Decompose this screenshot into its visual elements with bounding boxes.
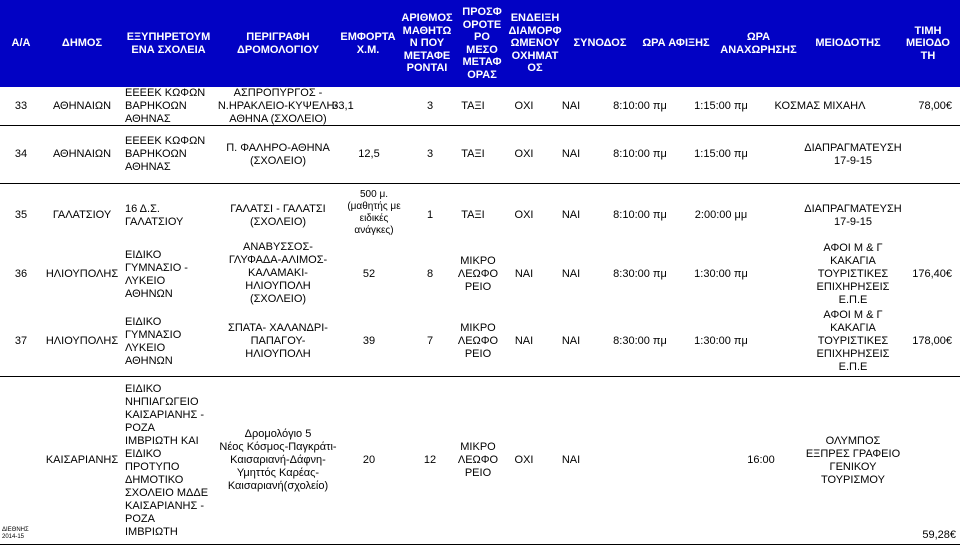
cell-perigrafi: ΣΠΑΤΑ- ΧΑΛΑΝΔΡΙ- ΠΑΠΑΓΟΥ- ΗΛΙΟΥΠΟΛΗ <box>228 322 328 360</box>
cell-synodos: ΝΑΙ <box>561 99 581 112</box>
cell-emforta: 33,1 <box>332 99 354 112</box>
cell-anaxorisi: 1:15:00 πμ <box>694 148 748 160</box>
cell-endeixi: ΟΧΙ <box>514 99 534 112</box>
cell-sxoleio: ΕΕΕΕΚ ΚΩΦΩΝ ΒΑΡΗΚΟΩΝ ΑΘΗΝΑΣ <box>125 135 206 173</box>
cell-meso: ΜΙΚΡΟ ΛΕΩΦΟ ΡΕΙΟ <box>457 322 499 360</box>
cell-synodos: ΝΑΙ <box>561 209 581 221</box>
cell-anaxorisi: 2:00:00 μμ <box>694 209 748 221</box>
cell-synodos: ΝΑΙ <box>561 148 581 160</box>
header-perigrafi: ΠΕΡΙΓΡΑΦΗ ΔΡΟΜΟΛΟΓΙΟΥ <box>236 31 320 56</box>
cell-sxoleio: ΕΕΕΕΚ ΚΩΦΩΝ ΒΑΡΗΚΟΩΝ ΑΘΗΝΑΣ <box>125 86 206 125</box>
cell-afixi: 8:30:00 πμ <box>613 268 667 280</box>
cell-aa: 35 <box>14 209 28 221</box>
cell-emforta: 20 <box>362 454 376 466</box>
cell-sxoleio: 16 Δ.Σ. ΓΑΛΑΤΣΙΟΥ <box>125 202 184 228</box>
cell-timi: 59,28 € <box>880 525 956 545</box>
cell-endeixi: ΟΧΙ <box>514 148 534 160</box>
cell-dimos: ΗΛΙΟΥΠΟΛΗΣ <box>45 268 119 280</box>
cell-synodos: ΝΑΙ <box>561 454 581 466</box>
cell-sxoleio: ΕΙΔΙΚΟ ΓΥΜΝΑΣΙΟ ΛΥΚΕΙΟ ΑΘΗΝΩΝ <box>125 315 182 367</box>
table-header <box>0 0 960 87</box>
cell-note: ΔΙΕΘΝΗΣ 2014-15 <box>2 527 29 540</box>
cell-meso: ΤΑΞΙ <box>461 99 485 112</box>
cell-afixi: 8:10:00 πμ <box>613 209 667 221</box>
cell-dimos: ΗΛΙΟΥΠΟΛΗΣ <box>45 335 119 347</box>
cell-endeixi: ΝΑΙ <box>514 335 534 347</box>
cell-meso: ΜΙΚΡΟ ΛΕΩΦΟ ΡΕΙΟ <box>457 441 499 479</box>
cell-anaxorisi: 1:30:00 πμ <box>694 268 748 280</box>
cell-synodos: ΝΑΙ <box>561 268 581 280</box>
cell-perigrafi: ΑΣΠΡΟΠΥΡΓΟΣ - Ν.ΗΡΑΚΛΕΙΟ-ΚΥΨΕΛΗ- ΑΘΗΝΑ (ΣΧΟΛΕΙΟ) <box>217 86 339 125</box>
cell-emforta: 39 <box>362 335 376 347</box>
header-ora-anaxorisis: ΩΡΑ ΑΝΑΧΩΡΗΣΗΣ <box>720 31 797 56</box>
cell-afixi: 8:30:00 πμ <box>613 335 667 347</box>
cell-dimos: ΚΑΙΣΑΡΙΑΝΗΣ <box>45 454 119 466</box>
cell-endeixi: ΟΧΙ <box>514 209 534 221</box>
cell-aa: 34 <box>14 148 28 160</box>
cell-meiodotis: ΑΦΟΙ Μ & Γ ΚΑΚΑΓΙΑ ΤΟΥΡΙΣΤΙΚΕΣ ΕΠΙΧΗΡΗΣΕΙΣ Ε.Π.Ε <box>816 309 890 373</box>
cell-arithmos: 1 <box>426 209 434 221</box>
cell-sxoleio: ΕΙΔΙΚΟ ΝΗΠΙΑΓΩΓΕΙΟ ΚΑΙΣΑΡΙΑΝΗΣ - ΡΟΖΑ ΙΜΒΡΙΩΤΗ ΚΑΙ ΕΙΔΙΚΟ ΠΡΟΤΥΠΟ ΔΗΜΟΤΙΚΟ ΣΧΟΛΕΙΟ ΜΔΔΕ ΚΑΙΣΑΡΙΑΝΗΣ - ΡΟΖΑ ΙΜΒΡΙΩΤΗ <box>125 382 209 538</box>
cell-emforta: 52 <box>362 268 376 280</box>
cell-meiodotis: ΑΦΟΙ Μ & Γ ΚΑΚΑΓΙΑ ΤΟΥΡΙΣΤΙΚΕΣ ΕΠΙΧΗΡΗΣΕΙΣ Ε.Π.Ε <box>816 242 890 306</box>
cell-dimos: ΓΑΛΑΤΣΙΟΥ <box>52 209 112 221</box>
cell-meso: ΤΑΞΙ <box>461 209 485 221</box>
header-arithmos: ΑΡΙΘΜΟΣ ΜΑΘΗΤΩ Ν ΠΟΥ ΜΕΤΑΦΕ ΡΟΝΤΑΙ <box>401 12 453 75</box>
header-endeixi: ΕΝΔΕΙΞΗ ΔΙΑΜΟΡΦ ΩΜΕΝΟΥ ΟΧΗΜΑΤ ΟΣ <box>508 12 562 75</box>
cell-emforta: 500 μ. (μαθητής με ειδικές ανάγκες) <box>347 189 401 236</box>
cell-timi: 178,00 € <box>880 307 952 376</box>
row-divider <box>0 183 960 184</box>
cell-endeixi: ΟΧΙ <box>514 454 534 466</box>
cell-afixi: 8:10:00 πμ <box>613 148 667 160</box>
header-emforta: ΕΜΦΟΡΤΑ Χ.Μ. <box>340 31 396 56</box>
cell-perigrafi: Π. ΦΑΛΗΡΟ-ΑΘΗΝΑ (ΣΧΟΛΕΙΟ) <box>226 141 330 167</box>
cell-anaxorisi: 1:15:00 πμ <box>694 99 748 112</box>
cell-arithmos: 8 <box>426 268 434 280</box>
header-ora-afixis: ΩΡΑ ΑΦΙΞΗΣ <box>642 37 710 50</box>
cell-meiodotis: ΚΟΣΜΑΣ ΜΙΧΑΗΛ <box>774 99 866 112</box>
cell-sxoleio: ΕΙΔΙΚΟ ΓΥΜΝΑΣΙΟ - ΛΥΚΕΙΟ ΑΘΗΝΩΝ <box>125 248 188 300</box>
cell-afixi: 8:10:00 πμ <box>613 99 667 112</box>
cell-aa: 37 <box>14 335 28 347</box>
cell-arithmos: 3 <box>426 148 434 160</box>
cell-meiodotis: ΟΛΥΜΠΟΣ ΕΞΠΡΕΣ ΓΡΑΦΕΙΟ ΓΕΝΙΚΟΥ ΤΟΥΡΙΣΜΟΥ <box>805 434 901 486</box>
header-aa: Α/Α <box>11 37 31 50</box>
cell-timi: 78,00 € <box>880 87 952 125</box>
cell-emforta: 12,5 <box>358 148 380 160</box>
cell-dimos: ΑΘΗΝΑΙΩΝ <box>52 99 112 112</box>
cell-timi: 176,40 € <box>880 243 952 306</box>
cell-aa: 33 <box>14 99 28 112</box>
cell-dimos: ΑΘΗΝΑΙΩΝ <box>52 148 112 160</box>
cell-meiodotis: ΔΙΑΠΡΑΓΜΑΤΕΥΣΗ 17-9-15 <box>804 141 902 167</box>
header-meiodotis: ΜΕΙΟΔΟΤΗΣ <box>815 37 881 50</box>
header-timi: ΤΙΜΗ ΜΕΙΟΔΟ ΤΗ <box>906 24 950 62</box>
cell-perigrafi: ΑΝΑΒΥΣΣΟΣ- ΓΛΥΦΑΔΑ-ΑΛΙΜΟΣ- ΚΑΛΑΜΑΚΙ- ΗΛΙΟΥΠΟΛΗ (ΣΧΟΛΕΙΟ) <box>228 241 328 305</box>
cell-synodos: ΝΑΙ <box>561 335 581 347</box>
header-synodos: ΣΥΝΟΔΟΣ <box>573 37 627 50</box>
cell-perigrafi: ΓΑΛΑΤΣΙ - ΓΑΛΑΤΣΙ (ΣΧΟΛΕΙΟ) <box>230 202 326 228</box>
cell-endeixi: ΝΑΙ <box>514 268 534 280</box>
cell-aa: 36 <box>14 268 28 280</box>
cell-arithmos: 3 <box>426 99 434 112</box>
header-sxoleio: ΕΞΥΠΗΡΕΤΟΥΜ ΕΝΑ ΣΧΟΛΕΙΑ <box>126 31 211 56</box>
cell-perigrafi: Δρομολόγιο 5 Νέος Κόσμος-Παγκράτι- Καισαριανή-Δάφνη- Υμηττός Καρέας- Καισαριανή(σχολείο) <box>219 428 337 492</box>
cell-meso: ΜΙΚΡΟ ΛΕΩΦΟ ΡΕΙΟ <box>457 255 499 293</box>
cell-anaxorisi: 1:30:00 πμ <box>694 335 748 347</box>
cell-anaxorisi: 16:00 <box>747 454 775 466</box>
cell-arithmos: 12 <box>423 454 437 466</box>
header-prosforoteroi: ΠΡΟΣΦ ΟΡΟΤΕ ΡΟ ΜΕΣΟ ΜΕΤΑΦ ΟΡΑΣ <box>462 6 502 81</box>
cell-arithmos: 7 <box>426 335 434 347</box>
cell-meiodotis: ΔΙΑΠΡΑΓΜΑΤΕΥΣΗ 17-9-15 <box>804 202 902 228</box>
row-divider <box>0 544 960 545</box>
header-dimos: ΔΗΜΟΣ <box>61 37 103 50</box>
cell-meso: ΤΑΞΙ <box>461 148 485 160</box>
